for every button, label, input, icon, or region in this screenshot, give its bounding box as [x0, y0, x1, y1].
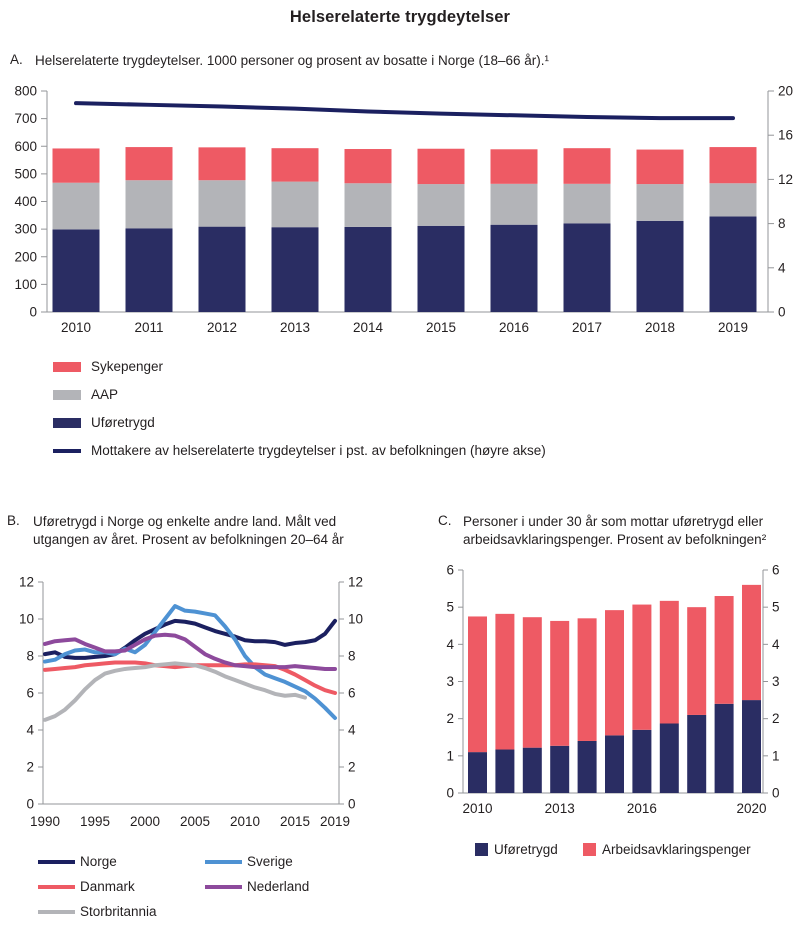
svg-text:600: 600: [14, 138, 37, 154]
panel-c-label: C.: [438, 513, 452, 528]
svg-text:500: 500: [14, 166, 37, 182]
svg-text:1995: 1995: [79, 814, 111, 829]
svg-text:1: 1: [772, 748, 780, 764]
svg-text:6: 6: [348, 685, 356, 701]
svg-text:1990: 1990: [29, 814, 61, 829]
legend-label: Storbritannia: [80, 904, 157, 919]
legend-label: Danmark: [80, 879, 135, 894]
panel-a-title: Helserelaterte trygdeytelser. 1000 personer og prosent av bosatte i Norge (18–66 år).¹: [35, 53, 550, 68]
svg-text:0: 0: [446, 785, 454, 801]
svg-text:8: 8: [348, 648, 356, 664]
svg-text:12: 12: [18, 574, 34, 590]
legend-label: Norge: [80, 854, 117, 869]
svg-text:2014: 2014: [352, 320, 384, 335]
svg-text:2020: 2020: [736, 801, 767, 816]
svg-text:6: 6: [26, 685, 34, 701]
aap-square-swatch: [583, 843, 596, 856]
panel-a-label: A.: [10, 52, 23, 67]
panel-a-chart: [0, 80, 800, 342]
svg-text:5: 5: [772, 599, 780, 615]
svg-text:100: 100: [14, 276, 37, 292]
svg-text:2013: 2013: [544, 801, 575, 816]
panel-b-label: B.: [7, 513, 20, 528]
svg-text:2019: 2019: [319, 814, 351, 829]
svg-text:20: 20: [778, 83, 794, 99]
svg-text:0: 0: [778, 304, 786, 320]
svg-text:6: 6: [772, 562, 780, 578]
svg-text:3: 3: [772, 674, 780, 689]
legend-item-uforetrygd: [53, 415, 155, 430]
legend-label: Arbeidsavklaringspenger: [602, 842, 751, 857]
svg-text:2010: 2010: [229, 814, 261, 829]
svg-text:1: 1: [446, 748, 454, 764]
svg-text:200: 200: [14, 249, 37, 265]
svg-text:400: 400: [14, 194, 37, 209]
svg-text:4: 4: [778, 260, 786, 276]
svg-text:2019: 2019: [717, 320, 749, 335]
svg-text:16: 16: [778, 127, 794, 143]
svg-text:2010: 2010: [60, 320, 92, 335]
panel-b-title: Uføretrygd i Norge og enkelte andre land. Målt ved utgangen av året. Prosent av befolkningen 20–64 år: [33, 514, 344, 547]
svg-text:3: 3: [446, 674, 454, 689]
sverige-line-swatch: [205, 860, 242, 864]
legend-label: Nederland: [247, 879, 310, 894]
legend-item-mottakere-line: [53, 443, 546, 458]
legend-item-nederland: [205, 879, 309, 894]
uforetrygd-square-swatch: [475, 843, 488, 856]
svg-text:8: 8: [778, 216, 786, 232]
uforetrygd-swatch: [53, 418, 81, 428]
svg-text:2011: 2011: [134, 320, 164, 335]
legend-label: Sykepenger: [91, 359, 164, 374]
svg-text:10: 10: [348, 611, 364, 627]
svg-text:6: 6: [446, 562, 454, 578]
legend-label: Sverige: [247, 854, 293, 869]
svg-text:12: 12: [348, 574, 364, 590]
panel-c-chart: [420, 560, 800, 822]
chart-c-bars: [468, 585, 761, 793]
svg-text:2018: 2018: [644, 320, 676, 335]
svg-text:4: 4: [772, 636, 780, 652]
mottakere-line-swatch: [53, 449, 81, 453]
sykepenger-swatch: [53, 362, 81, 372]
svg-text:2016: 2016: [498, 320, 530, 335]
svg-text:2017: 2017: [571, 320, 603, 335]
svg-text:2010: 2010: [462, 801, 493, 816]
legend-item-aap: [53, 387, 118, 402]
svg-text:2015: 2015: [279, 814, 311, 829]
svg-text:300: 300: [14, 221, 37, 237]
legend-label: Uføretrygd: [91, 415, 155, 430]
figure-title: Helserelaterte trygdeytelser: [289, 8, 511, 26]
aap-swatch: [53, 390, 81, 400]
svg-text:0: 0: [348, 796, 356, 812]
svg-text:4: 4: [348, 722, 356, 738]
svg-text:8: 8: [26, 648, 34, 664]
svg-text:0: 0: [26, 796, 34, 812]
panel-b-chart: [0, 560, 400, 835]
chart-a-bars: [53, 147, 757, 312]
legend-item-uforetrygd-c: [475, 842, 558, 857]
svg-text:10: 10: [18, 611, 34, 627]
legend-label: Mottakere av helserelaterte trygdeytelser i pst. av befolkningen (høyre akse): [91, 443, 546, 458]
svg-text:2: 2: [446, 711, 454, 727]
nederland-line-swatch: [205, 885, 242, 889]
svg-text:700: 700: [14, 111, 37, 127]
svg-text:2012: 2012: [206, 320, 238, 335]
legend-item-storbritannia: [38, 904, 157, 919]
legend-label: Uføretrygd: [494, 842, 558, 857]
legend-item-sykepenger: [53, 359, 163, 374]
storbritannia-line-swatch: [38, 910, 75, 914]
svg-text:2005: 2005: [179, 814, 211, 829]
svg-text:2013: 2013: [279, 320, 311, 335]
svg-text:2: 2: [348, 759, 356, 775]
svg-text:2015: 2015: [425, 320, 457, 335]
panel-c-title: Personer i under 30 år som mottar uføretrygd eller arbeidsavklaringspenger. Prosent av befolkningen²: [463, 514, 767, 547]
svg-text:800: 800: [14, 83, 37, 99]
line-storbritannia: [45, 663, 305, 719]
legend-label: AAP: [91, 387, 119, 402]
svg-text:2: 2: [26, 759, 34, 775]
mottakere-line: [76, 103, 733, 118]
svg-text:0: 0: [772, 785, 780, 801]
svg-text:2016: 2016: [626, 801, 657, 816]
svg-text:2000: 2000: [129, 814, 161, 829]
legend-item-arbeidsavklaringspenger: [583, 842, 751, 857]
legend-item-sverige: [205, 854, 293, 869]
svg-text:2: 2: [772, 711, 780, 727]
svg-text:4: 4: [26, 722, 34, 738]
svg-text:5: 5: [446, 599, 454, 615]
svg-text:0: 0: [29, 304, 37, 320]
svg-text:4: 4: [446, 636, 454, 652]
svg-text:12: 12: [778, 171, 794, 187]
legend-item-norge: [38, 854, 117, 869]
danmark-line-swatch: [38, 885, 75, 889]
legend-item-danmark: [38, 879, 135, 894]
norge-line-swatch: [38, 860, 75, 864]
